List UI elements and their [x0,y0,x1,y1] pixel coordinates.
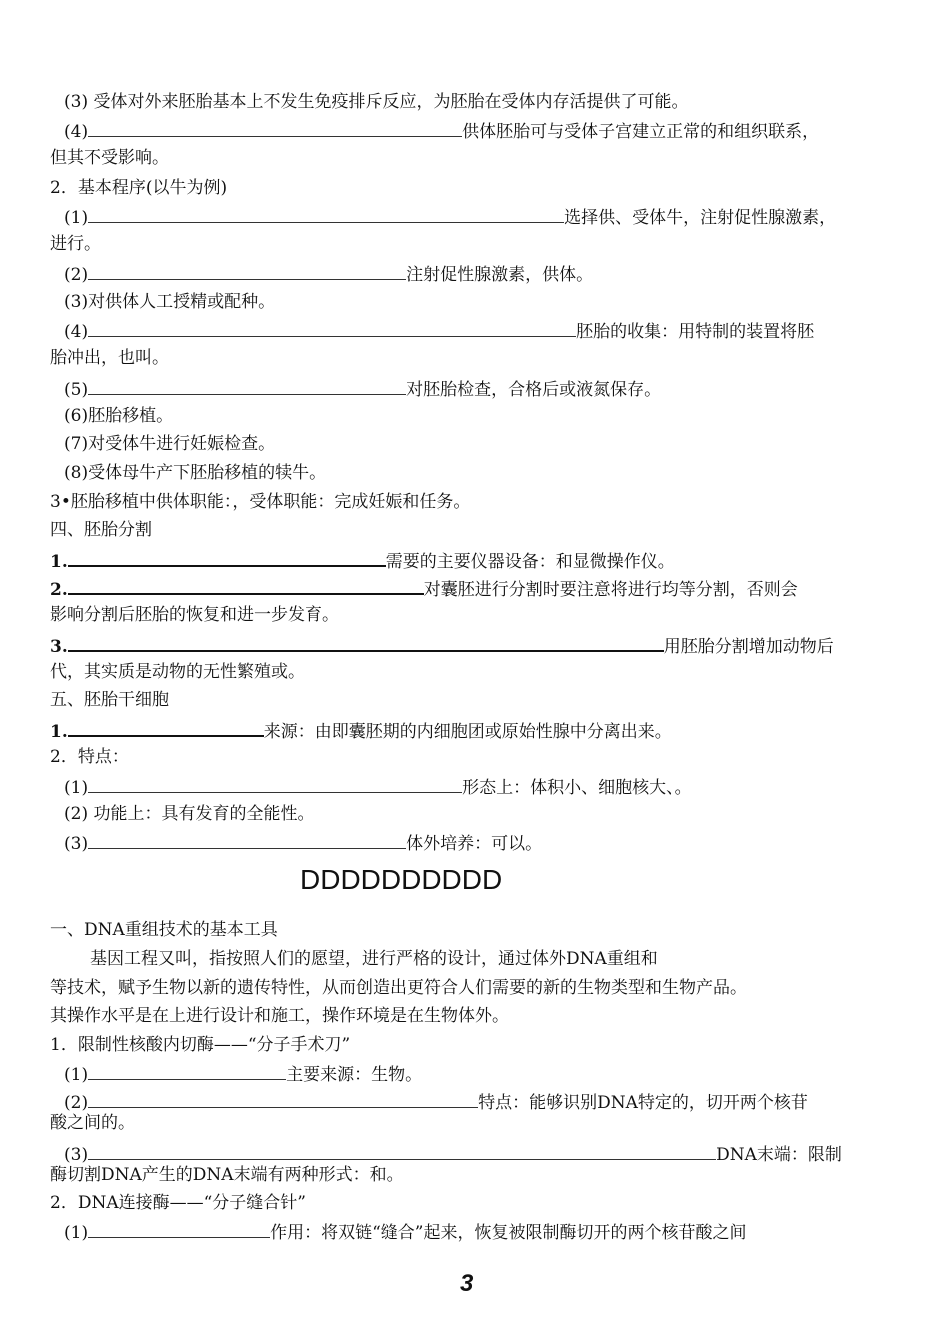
item-number: (3) [64,1145,89,1165]
text-line [50,632,834,656]
text-line [64,290,275,314]
line-text: 2．基本程序(以牛为例) [50,178,228,198]
line-text: 1．限制性核酸内切酶——“分子手术刀” [50,1035,351,1055]
item-number: (4) [64,322,89,342]
fill-blank[interactable] [88,1141,716,1160]
line-text: 胎冲出，也叫。 [50,348,169,368]
line-text: (6)胚胎移植。 [64,406,174,426]
text-line [64,118,819,142]
line-text: 其操作水平是在上进行设计和施工，操作环境是在生物体外。 [50,1006,509,1026]
paragraph-line [50,1004,509,1028]
text-line [64,1089,808,1113]
text-line [50,717,672,741]
line-text: 四、胚胎分割 [50,520,152,540]
fill-blank[interactable] [88,1219,270,1238]
text-line [64,774,692,798]
text-line [50,146,169,170]
fill-blank[interactable] [88,774,462,793]
fill-blank[interactable] [88,1061,286,1080]
item-number: (1) [64,1223,89,1243]
text-line [64,376,661,400]
section-heading [50,918,278,942]
item-number: (1) [64,1065,89,1085]
line-text: (3)对供体人工授精或配种。 [64,292,276,312]
line-text: 对囊胚进行分割时要注意将进行均等分割，否则会 [423,580,798,600]
text-line [64,204,836,228]
item-number: (5) [64,380,89,400]
line-text: 2．DNA连接酶——“分子缝合针” [50,1193,306,1213]
text-line [50,346,169,370]
line-text: 酸之间的。 [50,1113,135,1133]
section-subheading [50,1033,350,1057]
line-text: 来源：由即囊胚期的内细胞团或原始性腺中分离出来。 [263,722,672,742]
item-number: 1. [50,722,68,742]
line-text: 体外培养：可以。 [406,834,543,854]
line-text: 选择供、受体牛，注射促性腺激素， [564,208,837,228]
line-text: 特点：能够识别DNA特定的，切开两个核苷 [478,1093,808,1113]
line-text: 胚胎的收集：用特制的装置将胚 [576,322,815,342]
item-number: (1) [64,208,89,228]
item-number: 2. [50,580,68,600]
fill-blank[interactable] [68,717,264,737]
line-text: 形态上：体积小、细胞核大、。 [462,778,692,798]
item-number: (2) [64,265,89,285]
line-text: 功能上：具有发育的全能性。 [93,804,315,824]
page-number: 3 [460,1270,474,1297]
item-number: (4) [64,122,89,142]
line-text: DNA末端：限制 [716,1145,842,1165]
line-text: (8)受体母牛产下胚胎移植的犊牛。 [64,463,327,483]
fill-blank[interactable] [88,318,576,337]
fill-blank[interactable] [88,204,564,223]
section-heading [50,688,169,712]
fill-blank[interactable] [88,261,406,280]
text-line [50,232,101,256]
fill-blank[interactable] [88,118,462,137]
item-number: 3. [50,637,68,657]
line-text: 对胚胎检查，合格后或液氮保存。 [406,380,662,400]
line-text: 影响分割后胚胎的恢复和进一步发育。 [50,605,339,625]
text-line [64,432,275,456]
text-line [50,1163,404,1187]
line-text: 但其不受影响。 [50,148,169,168]
text-line [64,90,689,114]
line-text: 五、胚胎干细胞 [50,690,169,710]
item-number: (3) [64,92,89,112]
item-number: 1. [50,552,68,572]
line-text: 作用：将双链“缝合”起来，恢复被限制酶切开的两个核苷酸之间 [270,1223,747,1243]
line-text: 进行。 [50,234,101,254]
item-number: (1) [64,778,89,798]
text-line [50,575,798,599]
text-line [50,490,470,514]
fill-blank[interactable] [88,376,406,395]
chapter-heading: DDDDDDDDDD [300,864,503,895]
item-number: (3) [64,834,89,854]
fill-blank[interactable] [68,575,424,595]
item-number: (2) [64,804,89,824]
line-text: 基因工程又叫，指按照人们的愿望，进行严格的设计，通过体外DNA重组和 [90,949,658,969]
line-text: 主要来源：生物。 [286,1065,423,1085]
text-line [64,830,542,854]
line-text: 供体胚胎可与受体子宫建立正常的和组织联系， [462,122,820,142]
text-line [64,1061,422,1085]
line-text: 一、DNA重组技术的基本工具 [50,920,278,940]
text-line [64,318,814,342]
text-line [50,745,129,769]
text-line [64,802,315,826]
paragraph-line [90,947,658,971]
line-text: 3•胚胎移植中供体职能：，受体职能：完成妊娠和任务。 [50,492,471,512]
fill-blank[interactable] [88,830,406,849]
fill-blank[interactable] [68,547,386,567]
text-line [50,1111,135,1135]
text-line [50,660,305,684]
line-text: 等技术，赋予生物以新的遗传特性，从而创造出更符合人们需要的新的生物类型和生物产品。 [50,978,747,998]
line-text: 用胚胎分割增加动物后 [663,637,834,657]
section-subheading [50,176,227,200]
line-text: 需要的主要仪器设备：和显微操作仪。 [385,552,675,572]
text-line [50,603,339,627]
text-line [64,1219,746,1243]
line-text: 2．特点： [50,747,129,767]
section-heading [50,518,152,542]
line-text: 代，其实质是动物的无性繁殖或。 [50,662,305,682]
line-text: 酶切割DNA产生的DNA末端有两种形式：和。 [50,1165,404,1185]
text-line [64,404,173,428]
section-subheading [50,1191,306,1215]
line-text: 受体对外来胚胎基本上不发生免疫排斥反应，为胚胎在受体内存活提供了可能。 [93,92,689,112]
text-line [64,1141,842,1165]
line-text: (7)对受体牛进行妊娠检查。 [64,434,276,454]
fill-blank[interactable] [88,1089,478,1108]
fill-blank[interactable] [68,632,664,652]
item-number: (2) [64,1093,89,1113]
text-line [64,461,326,485]
text-line [64,261,593,285]
line-text: 注射促性腺激素，供体。 [406,265,594,285]
text-line [50,547,675,571]
paragraph-line [50,976,747,1000]
